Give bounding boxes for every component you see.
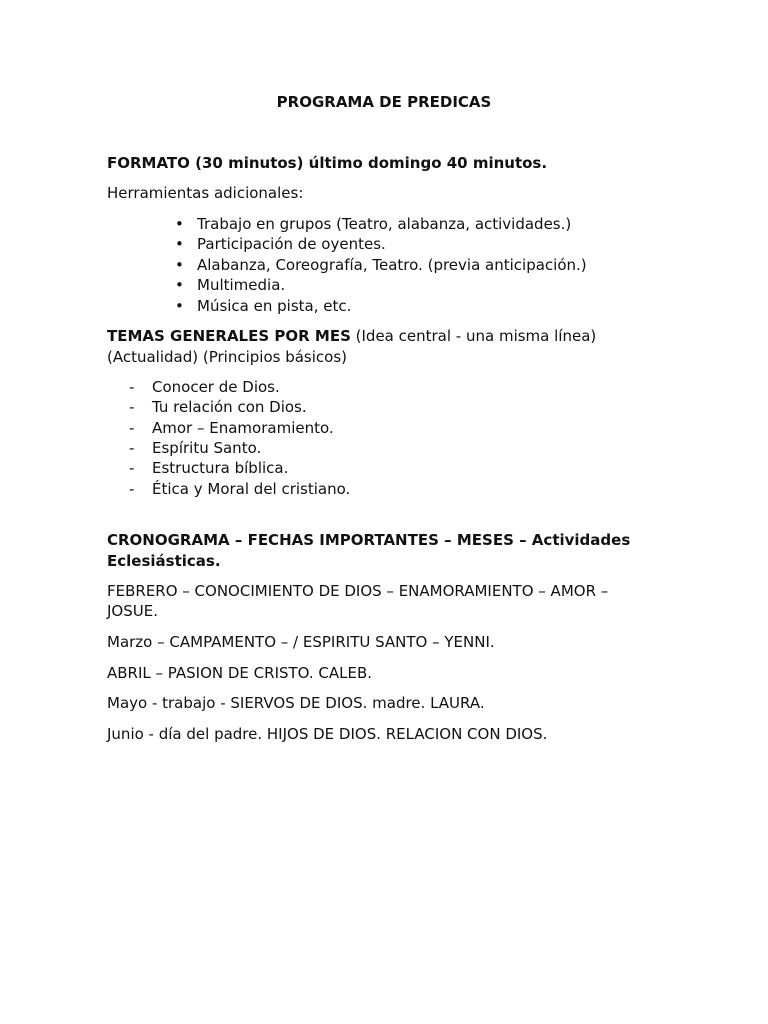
cronograma-heading: CRONOGRAMA – FECHAS IMPORTANTES – MESES – Actividades [107,531,631,549]
mes-febrero-line2: JOSUE. [107,602,158,620]
bullet-icon: • [175,297,184,315]
dash-marker: - [129,398,135,416]
temas-item-text: Ética y Moral del cristiano. [152,480,351,498]
temas-item-text: Estructura bíblica. [152,459,289,477]
temas-subtitle: (Idea central - una misma línea) [350,327,597,345]
dash-marker: - [129,378,135,396]
temas-heading: TEMAS GENERALES POR MES [107,327,351,345]
mes-marzo: Marzo – CAMPAMENTO – / ESPIRITU SANTO – YENNI. [107,633,495,651]
mes-mayo: Mayo - trabajo - SIERVOS DE DIOS. madre. LAURA. [107,694,485,712]
mes-abril: ABRIL – PASION DE CRISTO. CALEB. [107,664,373,682]
dash-marker: - [129,480,135,498]
formato-heading: FORMATO (30 minutos) último domingo 40 minutos. [107,154,548,172]
mes-febrero: FEBRERO – CONOCIMIENTO DE DIOS – ENAMORAMIENTO – AMOR – [107,582,609,600]
bullet-icon: • [175,276,184,294]
temas-item-text: Espíritu Santo. [152,439,262,457]
herramientas-item-text: Multimedia. [197,276,286,294]
dash-marker: - [129,459,135,477]
herramientas-item-text: Participación de oyentes. [197,235,386,253]
herramientas-item-text: Música en pista, etc. [197,297,352,315]
dash-marker: - [129,439,135,457]
bullet-icon: • [175,256,184,274]
temas-item-text: Tu relación con Dios. [152,398,307,416]
cronograma-heading-line2: Eclesiásticas. [107,552,221,570]
dash-marker: - [129,419,135,437]
herramientas-item-text: Alabanza, Coreografía, Teatro. (previa anticipación.) [197,256,587,274]
temas-heading-line [107,326,648,346]
herramientas-label: Herramientas adicionales: [107,184,304,202]
herramientas-item-text: Trabajo en grupos (Teatro, alabanza, actividades.) [197,215,572,233]
document-title: PROGRAMA DE PREDICAS [276,93,492,111]
temas-item-text: Conocer de Dios. [152,378,280,396]
temas-subtitle-line2: (Actualidad) (Principios básicos) [107,348,347,366]
temas-item-text: Amor – Enamoramiento. [152,419,334,437]
mes-junio: Junio - día del padre. HIJOS DE DIOS. RELACION CON DIOS. [107,725,548,743]
bullet-icon: • [175,215,184,233]
bullet-icon: • [175,235,184,253]
